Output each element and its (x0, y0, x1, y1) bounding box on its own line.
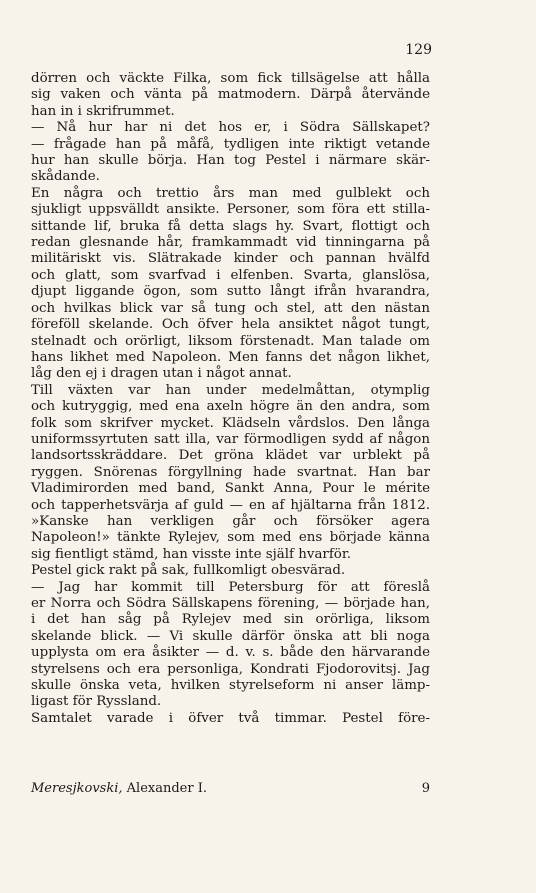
text-line: Vladimirorden med band, Sankt Anna, Pour le mérite (31, 481, 430, 497)
text-line: landsortsskräddare. Det gröna klädet var urblekt på (31, 448, 430, 464)
text-line: — frågade han på måfå, tydligen inte riktigt vetande (31, 136, 430, 152)
text-line: sjukligt uppsvälldt ansikte. Personer, som föra ett stilla- (31, 202, 430, 218)
text-line: — Jag har kommit till Petersburg för att föreslå (31, 579, 430, 595)
signature-mark: 9 (421, 781, 430, 796)
text-line: skelande blick. — Vi skulle därför önska att bli noga (31, 628, 430, 644)
text-line: folk som skrifver mycket. Klädseln vårdslos. Den långa (31, 415, 430, 431)
text-line: och kutryggig, med ena axeln högre än den andra, som (31, 399, 430, 415)
text-line: ligast för Ryssland. (31, 694, 162, 710)
text-line: »Kanske han verkligen går och försöker agera (31, 513, 430, 529)
text-line: uniformssyrtuten satt illa, var förmodligen sydd af någon (31, 431, 430, 447)
text-line: Samtalet varade i öfver två timmar. Pestel före- (31, 710, 430, 726)
text-line: En några och trettio års man med gulblekt och (31, 185, 430, 201)
text-line: sig vaken och vänta på matmodern. Därpå återvände (31, 87, 430, 103)
text-line: er Norra och Södra Sällskapens förening, — började han, (31, 596, 430, 611)
text-line: och tapperhetsvärja af guld — en af hjältarna från 1812. (31, 497, 430, 513)
text-line: hans likhet med Napoleon. Men fanns det någon likhet, (31, 349, 430, 365)
text-line: ryggen. Snörenas förgyllning hade svartnat. Han bar (31, 464, 430, 480)
footer-book-ref (31, 781, 207, 796)
text-line: sittande lif, bruka få detta slags hy. Svart, flottigt och (31, 218, 430, 234)
text-line: djupt liggande ögon, som sutto långt ifrån hvarandra, (31, 284, 430, 300)
body-text (31, 71, 430, 727)
page-number: 129 (405, 42, 432, 58)
text-line: upplysta om era åsikter — d. v. s. både den härvarande (31, 645, 430, 661)
text-line: skådande. (31, 169, 100, 185)
footer-title: Alexander I. (126, 781, 207, 796)
text-line: i det han såg på Rylejev med sin orörliga, liksom (31, 612, 430, 628)
text-line: föreföll skelande. Och öfver hela ansiktet något tungt, (31, 317, 430, 333)
text-line: hur han skulle börja. Han tog Pestel i närmare skär- (31, 153, 430, 169)
text-line: redan glesnande hår, framkammadt vid tinningarna på (31, 235, 430, 251)
text-line: Till växten var han under medelmåttan, otymplig (31, 382, 430, 398)
text-line: skulle önska veta, hvilken styrelseform ni anser lämp- (31, 678, 430, 694)
footer-author: Meresjkovski, (31, 781, 123, 796)
text-line: stelnadt och orörligt, liksom förstenadt. Man talade om (31, 333, 430, 349)
text-line: han in i skrifrummet. (31, 103, 175, 119)
text-line: sig fientligt stämd, han visste inte själf hvarför. (31, 546, 352, 562)
text-line: dörren och väckte Filka, som fick tillsägelse att hålla (31, 71, 430, 86)
text-line: militäriskt vis. Slätrakade kinder och pannan hvälfd (31, 251, 430, 267)
text-line: och glatt, som svarfvad i elfenben. Svarta, glanslösa, (31, 267, 430, 283)
text-line: Pestel gick rakt på sak, fullkomligt obesvärad. (31, 563, 346, 579)
page-footer (31, 781, 430, 796)
text-line: — Nå hur har ni det hos er, i Södra Sällskapet? (31, 120, 430, 136)
text-line: och hvilkas blick var så tung och stel, att den nästan (31, 300, 430, 316)
text-line: Napoleon!» tänkte Rylejev, som med ens började känna (31, 530, 430, 546)
text-line: styrelsens och era personliga, Kondrati Fjodorovitsj. Jag (31, 661, 430, 677)
text-line: låg den ej i dragen utan i något annat. (31, 366, 292, 382)
